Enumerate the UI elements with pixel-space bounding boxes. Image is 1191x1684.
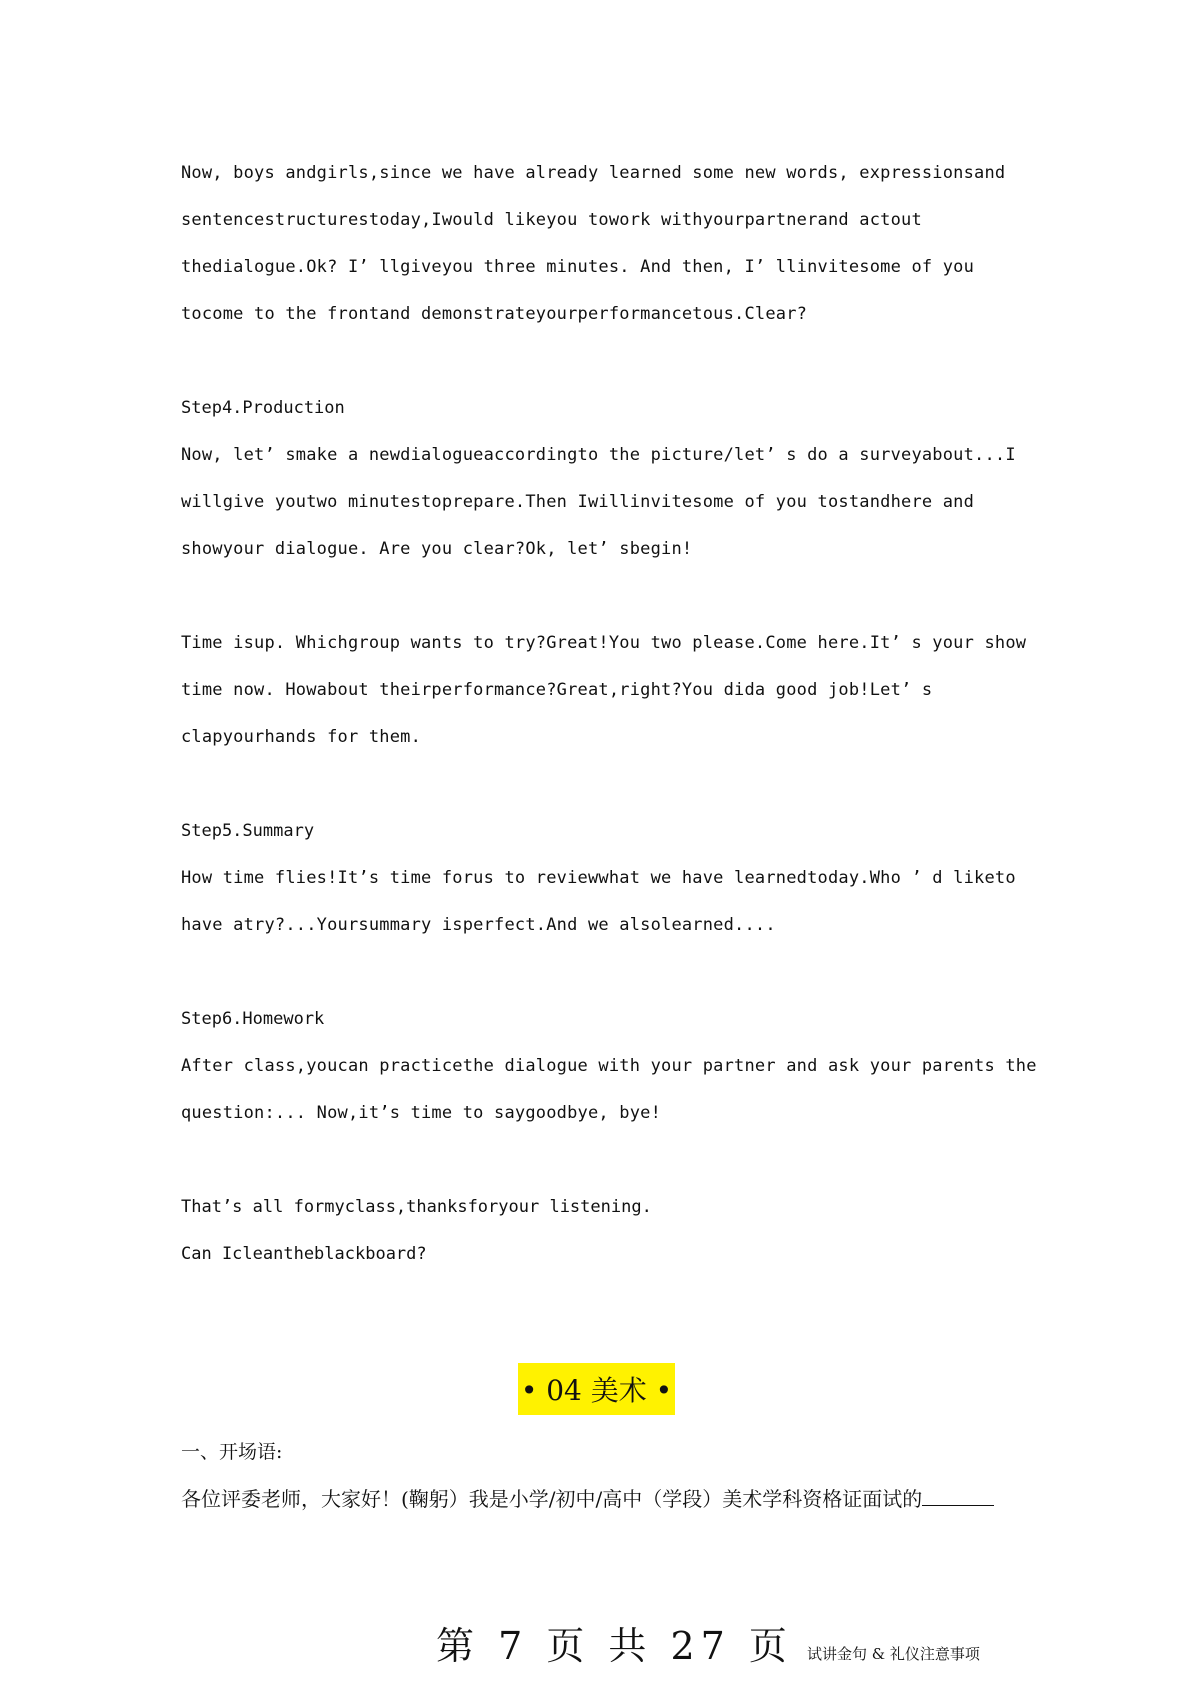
english-lesson-content: [181, 150, 1041, 1278]
step5-paragraph: How time flies!It’s time forus to reviewwhat we have learnedtoday.Who ’ d liketo have atry?...Yoursummary isperfect.And we alsolearned....: [181, 868, 1016, 935]
step3-paragraph: Now, boys andgirls,since we have already learned some new words, expressionsand sentencestructurestoday,Iwould likeyou towork withyourpartnerand actout thedialogue.Ok? I’ llgiveyou three minutes. And then, I’ llinvitesome of you tocome to the frontand demonstrateyourperformancetous.Clear?: [181, 163, 1006, 324]
step5-heading: Step5.Summary: [181, 821, 315, 841]
spacer: [181, 949, 1041, 996]
step4-heading: Step4.Production: [181, 398, 345, 418]
fill-in-blank: [922, 1504, 994, 1506]
step6-paragraph: After class,youcan practicethe dialogue with your partner and ask your parents the question:... Now,it’s time to saygoodbye, bye!: [181, 1056, 1037, 1123]
footer-note: 试讲金句 & 礼仪注意事项: [806, 1645, 980, 1663]
spacer: [181, 338, 1041, 385]
step4-paragraph-2: Time isup. Whichgroup wants to try?Great!You two please.Come here.It’ s your show time now. Howabout theirperformance?Great,right?You dida good job!Let’ s clapyourhands for them.: [181, 633, 1027, 747]
opening-remarks-paragraph: [181, 1484, 1021, 1514]
page-footer: [436, 1615, 980, 1670]
closing-line-2: Can Icleantheblackboard?: [181, 1244, 427, 1264]
spacer: [181, 1137, 1041, 1184]
opening-remarks-heading: 一、开场语:: [181, 1441, 283, 1463]
step4-paragraph-1: Now, let’ smake a newdialogueaccordingto the picture/let’ s do a surveyabout...I willgive youtwo minutestoprepare.Then Iwillinvitesome of you tostandhere and showyour dialogue. Are you clear?Ok, let’ sbegin!: [181, 445, 1016, 559]
section-badge-art: • 04 美术 •: [518, 1363, 675, 1415]
step6-heading: Step6.Homework: [181, 1009, 325, 1029]
opening-remarks-text: 各位评委老师，大家好！(鞠躬）我是小学/初中/高中（学段）美术学科资格证面试的: [181, 1487, 923, 1511]
closing-line-1: That’s all formyclass,thanksforyour listening.: [181, 1197, 652, 1217]
page-number: 第 7 页 共 27 页: [436, 1624, 793, 1668]
spacer: [181, 761, 1041, 808]
spacer: [181, 573, 1041, 620]
